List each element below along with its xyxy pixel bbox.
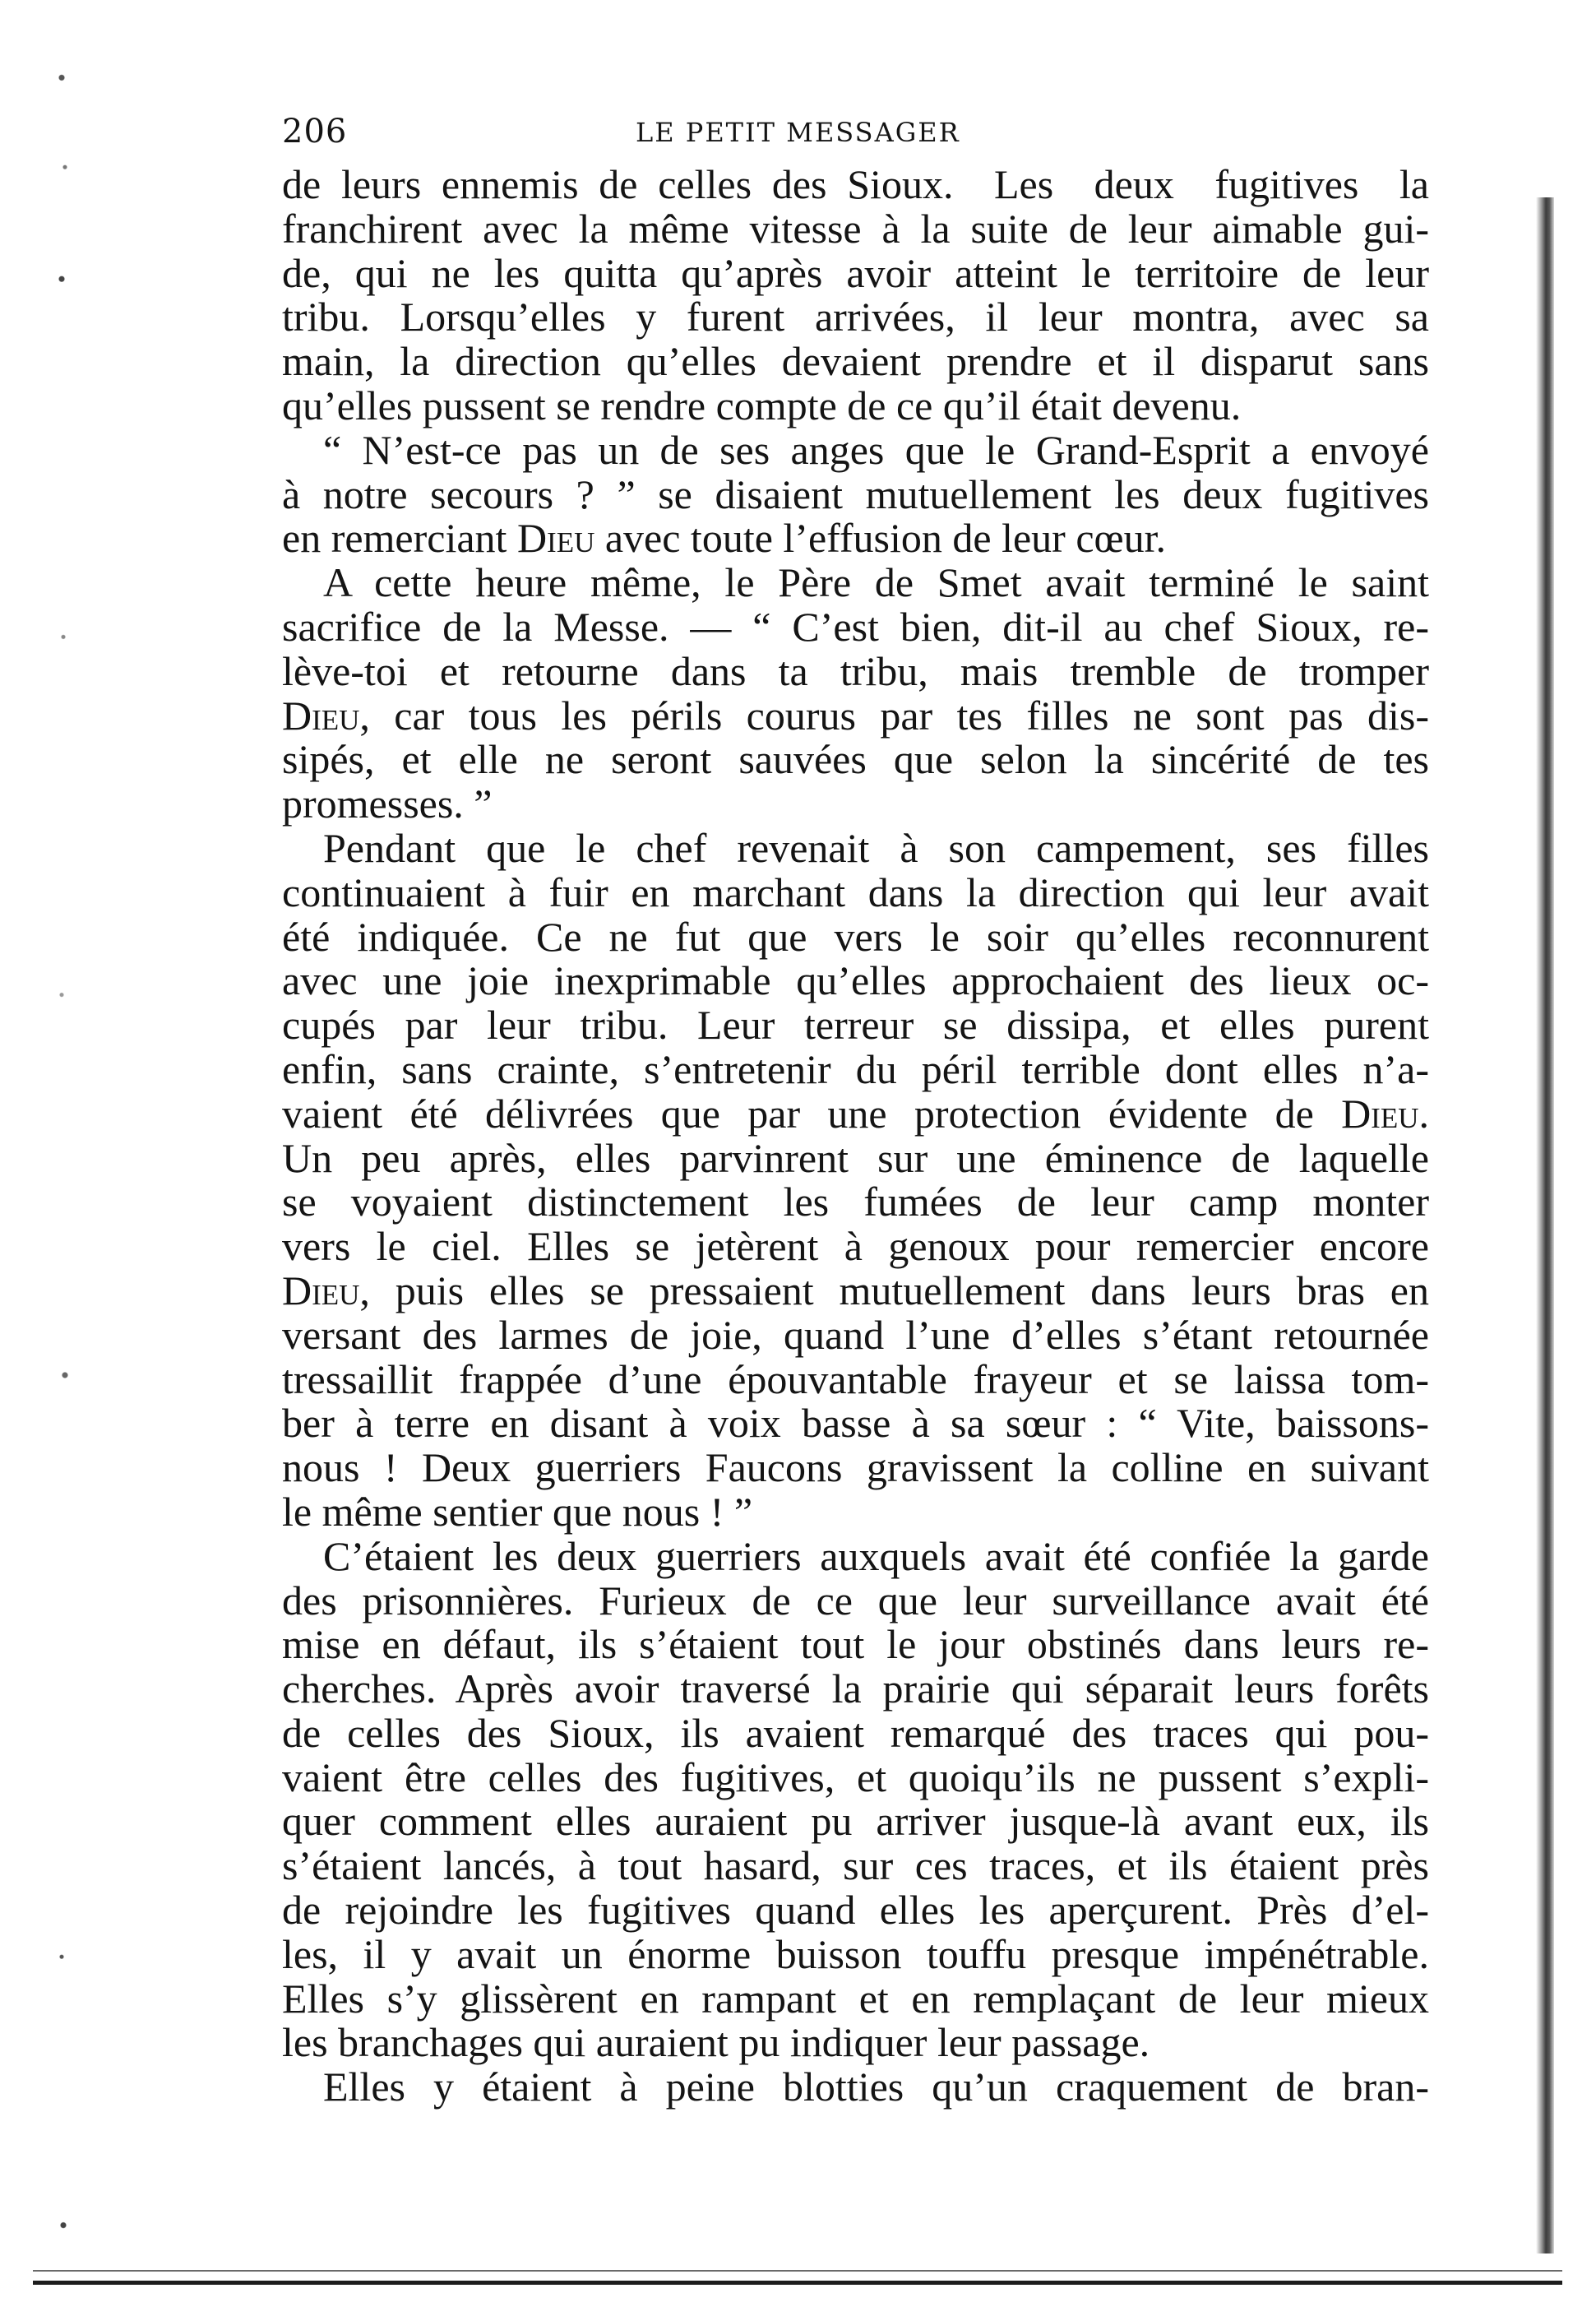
text-line: vaient être celles des fugitives, et quoiqu’ils ne pussent s’expli- (282, 1753, 1429, 1800)
text-line: continuaient à fuir en marchant dans la direction qui leur avait (282, 868, 1429, 915)
text-line: à notre secours ? ” se disaient mutuellement les deux fugitives (282, 470, 1429, 517)
text-line: le même sentier que nous ! ” (282, 1488, 753, 1535)
text-line: vaient été délivrées que par une protection évidente de Dieu. (282, 1090, 1429, 1137)
text-line: les, il y avait un énorme buisson touffu presque impénétrable. (282, 1930, 1429, 1977)
text-line: main, la direction qu’elles devaient prendre et il disparut sans (282, 338, 1429, 385)
text-line: Un peu après, elles parvinrent sur une éminence de laquelle (282, 1134, 1429, 1181)
text-line: Elles y étaient à peine blotties qu’un craquement de bran- (323, 2064, 1429, 2110)
text-line: versant des larmes de joie, quand l’une d’elles s’étant retournée (282, 1311, 1429, 1358)
bottom-rule (33, 2281, 1562, 2285)
text-line: de rejoindre les fugitives quand elles les aperçurent. Près d’el- (282, 1887, 1429, 1934)
text-line: tribu. Lorsqu’elles y furent arrivées, il leur montra, avec sa (282, 294, 1429, 340)
text-line: nous ! Deux guerriers Faucons gravissent la colline en suivant (282, 1444, 1429, 1491)
text-line: mise en défaut, ils s’étaient tout le jour obstinés dans leurs re- (282, 1621, 1429, 1668)
text-line: A cette heure même, le Père de Smet avait terminé le saint (323, 559, 1429, 606)
text-line: C’étaient les deux guerriers auxquels avait été confiée la garde (323, 1532, 1429, 1579)
text-line: Pendant que le chef revenait à son campement, ses filles (323, 824, 1429, 871)
text-line: enfin, sans crainte, s’entretenir du péril terrible dont elles n’a- (282, 1045, 1429, 1092)
running-title: LE PETIT MESSAGER (636, 117, 960, 148)
bottom-rule-thin (33, 2270, 1562, 2272)
page-header (282, 107, 1409, 156)
text-line: lève-toi et retourne dans ta tribu, mais tremble de tromper (282, 647, 1429, 694)
text-line: ber à terre en disant à voix basse à sa sœur : “ Vite, baissons- (282, 1400, 1429, 1447)
text-line: sipés, et elle ne seront sauvées que selon la sincérité de tes (282, 736, 1429, 783)
text-line: cherches. Après avoir traversé la prairie qui séparait leurs forêts (282, 1665, 1429, 1712)
body-text (282, 163, 1429, 2110)
text-line: de celles des Sioux, ils avaient remarqué des traces qui pou- (282, 1709, 1429, 1756)
binding-edge-shadow (1536, 197, 1554, 2253)
text-line: franchirent avec la même vitesse à la suite de leur aimable gui- (282, 205, 1429, 252)
text-line: vers le ciel. Elles se jetèrent à genoux pour remercier encore (282, 1223, 1429, 1270)
text-line: se voyaient distinctement les fumées de leur camp monter (282, 1179, 1429, 1225)
text-line: des prisonnières. Furieux de ce que leur surveillance avait été (282, 1577, 1429, 1624)
text-line: promesses. ” (282, 780, 493, 827)
text-line: avec une joie inexprimable qu’elles approchaient des lieux oc- (282, 957, 1429, 1004)
left-margin-specks (45, 33, 78, 2270)
text-line: Elles s’y glissèrent en rampant et en remplaçant de leur mieux (282, 1975, 1429, 2022)
text-line: “ N’est-ce pas un de ses anges que le Grand-Esprit a envoyé (323, 426, 1429, 473)
text-line: s’étaient lancés, à tout hasard, sur ces traces, et ils étaient près (282, 1842, 1429, 1889)
text-line: les branchages qui auraient pu indiquer leur passage. (282, 2019, 1150, 2066)
text-line: en remerciant Dieu avec toute l’effusion de leur cœur. (282, 515, 1167, 562)
page-number: 206 (282, 113, 348, 151)
text-line: Dieu, car tous les périls courus par tes filles ne sont pas dis- (282, 692, 1429, 739)
text-line: quer comment elles auraient pu arriver jusque-là avant eux, ils (282, 1798, 1429, 1845)
text-line: qu’elles pussent se rendre compte de ce qu’il était devenu. (282, 382, 1242, 428)
text-line: cupés par leur tribu. Leur terreur se dissipa, et elles purent (282, 1002, 1429, 1049)
text-line: de leurs ennemis de celles des Sioux. Les deux fugitives la (282, 161, 1429, 207)
text-line: de, qui ne les quitta qu’après avoir atteint le territoire de leur (282, 249, 1429, 296)
text-line: sacrifice de la Messe. — “ C’est bien, dit-il au chef Sioux, re- (282, 603, 1429, 650)
text-line: été indiquée. Ce ne fut que vers le soir qu’elles reconnurent (282, 913, 1429, 960)
text-line: Dieu, puis elles se pressaient mutuellement dans leurs bras en (282, 1267, 1429, 1313)
text-line: tressaillit frappée d’une épouvantable frayeur et se laissa tom- (282, 1355, 1429, 1402)
